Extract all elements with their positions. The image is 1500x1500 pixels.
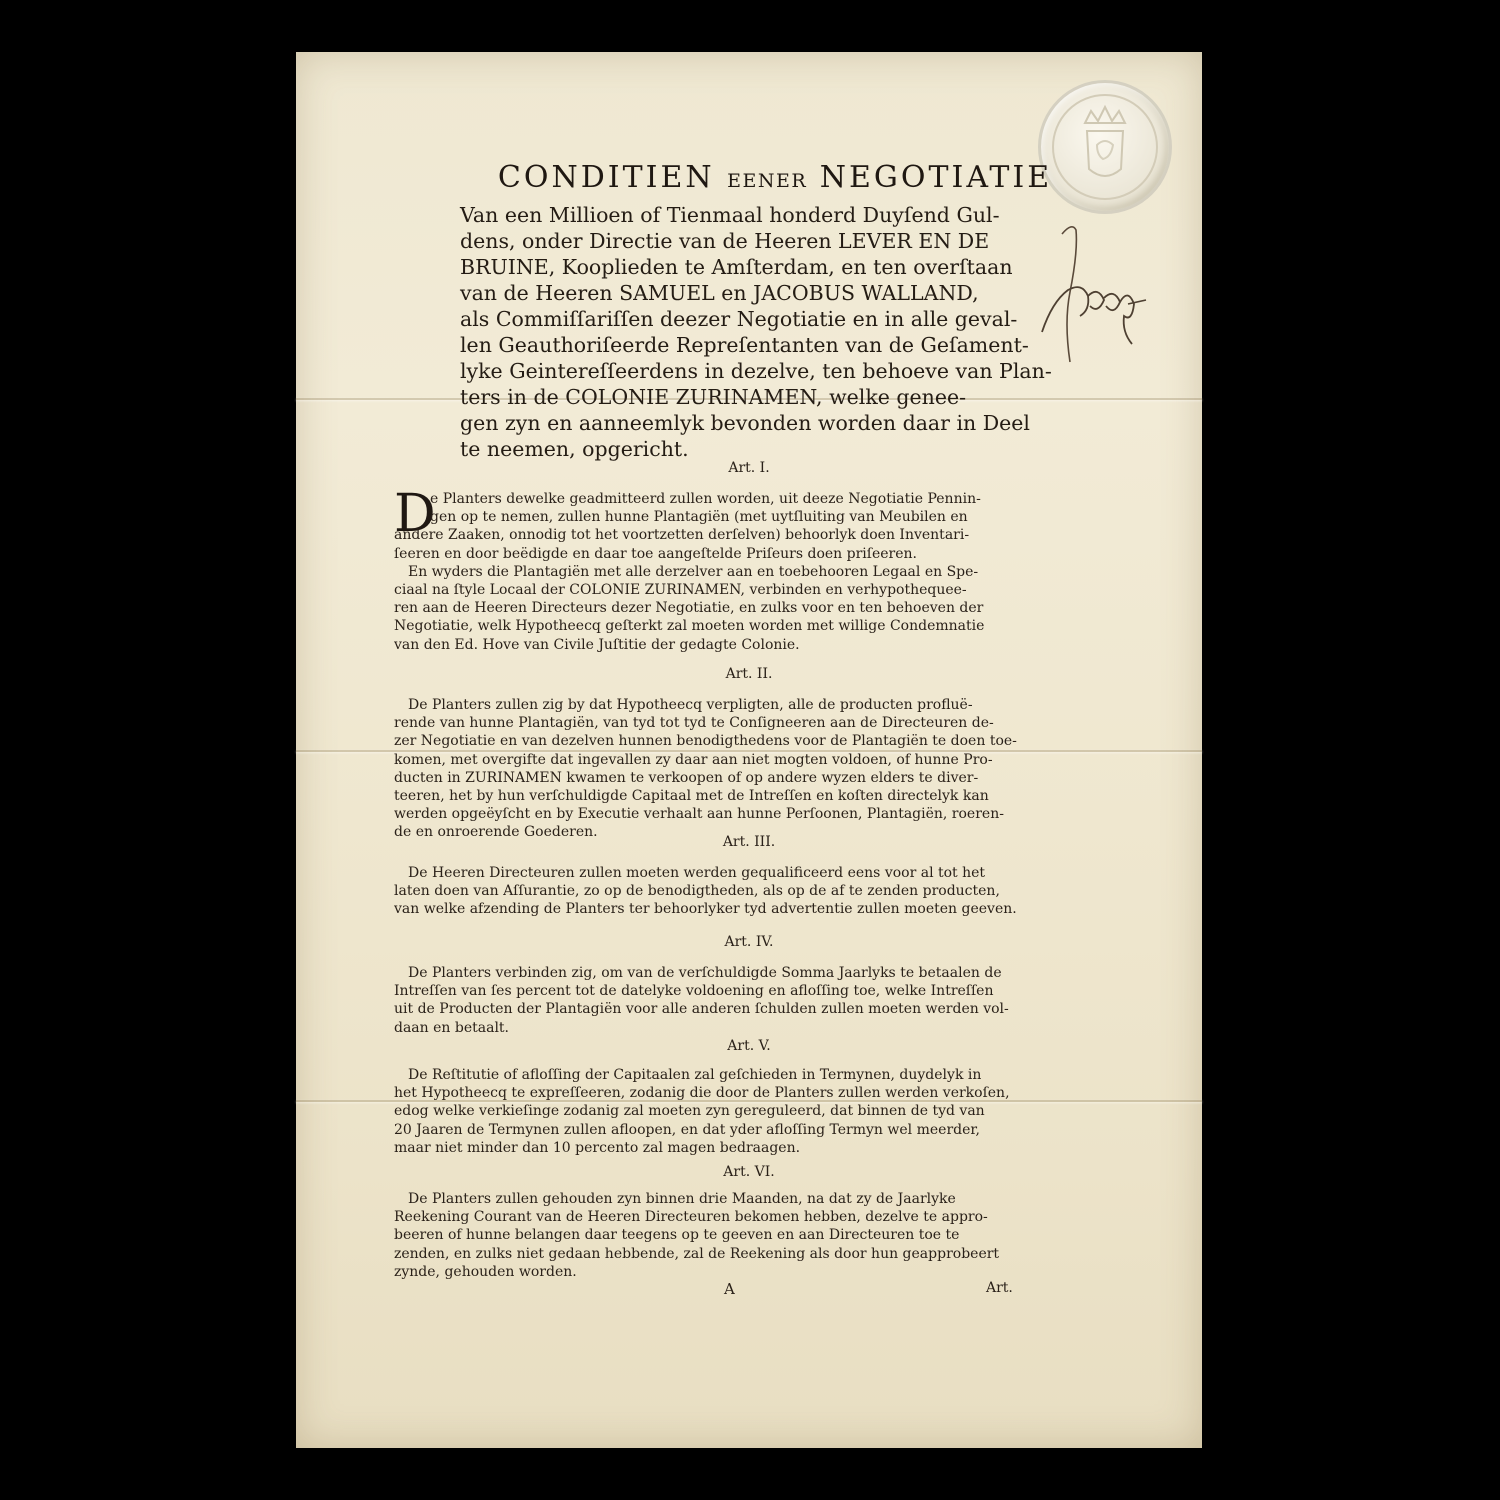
text-line: andere Zaaken, onnodig tot het voortzetten derſelven) behoorlyk doen Inventari-: [394, 527, 970, 544]
article-2-text: [394, 696, 1114, 842]
article-6-text: [394, 1190, 1114, 1281]
article-heading: Art. VI.: [723, 1164, 775, 1180]
text-line: De Planters verbinden zig, om van de verſchuldigde Somma Jaarlyks te betaalen de: [408, 965, 1002, 981]
text-line: Negotiatie, welk Hypotheecq geſterkt zal moeten worden met willige Condemnatie: [394, 618, 985, 635]
title-line: BRUINE, Kooplieden te Amſterdam, en ten overſtaan: [460, 255, 1013, 279]
text-line: de en onroerende Goederen.: [394, 824, 598, 841]
article-3-text: [394, 864, 1114, 919]
text-line: zenden, en zulks niet gedaan hebbende, zal de Reekening als door hun geapprobeert: [394, 1245, 1000, 1262]
title-line: dens, onder Directie van de Heeren LEVER EN DE: [460, 229, 990, 253]
title-word: NEGOTIATIE: [819, 160, 1053, 195]
text-line: van den Ed. Hove van Civile Juſtitie der gedagte Colonie.: [394, 636, 800, 653]
text-line: van welke afzending de Planters ter behoorlyker tyd advertentie zullen moeten geeven.: [394, 901, 1017, 918]
article-heading: Art. V.: [727, 1038, 771, 1054]
text-line: komen, met overgifte dat ingevallen zy daar aan niet mogten voldoen, of hunne Pro-: [394, 751, 993, 768]
text-line: En wyders die Plantagiën met alle derzelver aan en toebehooren Legaal en Spe-: [408, 563, 979, 580]
title-line: lyke Geintereſſeerdens in dezelve, ten behoeve van Plan-: [460, 359, 1052, 383]
text-line: De Planters zullen zig by dat Hypotheecq verpligten, alle de producten profluë-: [408, 697, 973, 713]
title-small-word: EENER: [727, 170, 808, 192]
article-heading: Art. I.: [728, 460, 770, 476]
text-line: ſeeren en door beëdigde en daar toe aangeſtelde Priſeurs doen priſeeren.: [394, 545, 917, 562]
article-heading: Art. III.: [722, 834, 776, 850]
title-word: CONDITIEN: [497, 160, 715, 195]
text-line: uit de Producten der Plantagiën voor alle anderen ſchulden zullen moeten werden vol-: [394, 1001, 1009, 1018]
text-line: e Planters dewelke geadmitteerd zullen worden, uit deeze Negotiatie Pennin-: [430, 491, 981, 507]
document-page: [296, 52, 1202, 1448]
text-line: Intreſſen van ſes percent tot de datelyke voldoening en afloſſing toe, welke Intreſſen: [394, 983, 994, 1000]
text-line: zynde, gehouden worden.: [394, 1263, 577, 1280]
title-line: len Geauthoriſeerde Repreſentanten van de Geſament-: [460, 333, 1029, 357]
signature-mark: A: [724, 1280, 735, 1298]
title-line: te neemen, opgericht.: [460, 437, 689, 461]
text-line: ciaal na ſtyle Locaal der COLONIE ZURINAMEN, verbinden en verhypothequee-: [394, 582, 967, 599]
text-line: daan en betaalt.: [394, 1019, 509, 1036]
text-line: werden opgeëyſcht en by Executie verhaalt aan hunne Perſoonen, Plantagiën, roeren-: [394, 806, 1004, 823]
text-line: De Planters zullen gehouden zyn binnen drie Maanden, na dat zy de Jaarlyke: [408, 1191, 956, 1207]
title-line: van de Heeren SAMUEL en JACOBUS WALLAND,: [460, 281, 979, 305]
text-line: ren aan de Heeren Directeurs dezer Negotiatie, en zulks voor en ten behoeven der: [394, 600, 984, 617]
text-line: beeren of hunne belangen daar teegens op te geeven en aan Directeuren toe te: [394, 1227, 960, 1244]
title-heading: [430, 160, 1120, 195]
catchword: Art.: [986, 1280, 1013, 1296]
text-line: het Hypotheecq te expreſſeeren, zodanig die door de Planters zullen werden verkoſen,: [394, 1085, 1010, 1102]
text-line: zer Negotiatie en van dezelven hunnen benodigthedens voor de Plantagiën te doen toe-: [394, 733, 1017, 750]
text-line: teeren, het by hun verſchuldigde Capitaal met de Intreſſen en koſten directelyk kan: [394, 788, 989, 805]
title-line: als Commiſſariſſen deezer Negotiatie en in alle geval-: [460, 307, 1018, 331]
drop-cap: D: [394, 484, 436, 544]
text-line: De Heeren Directeuren zullen moeten werden gequalificeerd eens voor al tot het: [408, 865, 986, 881]
article-heading: Art. IV.: [724, 934, 774, 950]
text-line: De Reſtitutie of afloſſing der Capitaalen zal geſchieden in Termynen, duydelyk in: [408, 1067, 982, 1083]
text-line: 20 Jaaren de Termynen zullen afloopen, en dat yder afloſſing Termyn wel meerder,: [394, 1121, 980, 1138]
title-line: Van een Millioen of Tienmaal honderd Duyſend Gul-: [460, 203, 1000, 227]
title-line: gen zyn en aanneemlyk bevonden worden daar in Deel: [460, 411, 1030, 435]
text-line: edog welke verkieſinge zodanig zal moeten zyn gereguleerd, dat binnen de tyd van: [394, 1103, 985, 1120]
text-line: ducten in ZURINAMEN kwamen te verkoopen of op andere wyzen elders te diver-: [394, 769, 979, 786]
text-line: gen op te nemen, zullen hunne Plantagiën (met uytſluiting van Meubilen en: [430, 509, 968, 526]
article-heading: Art. II.: [725, 666, 773, 682]
article-1-text: [394, 484, 1114, 654]
text-line: rende van hunne Plantagiën, van tyd tot tyd te Conſigneeren aan de Directeuren de-: [394, 715, 994, 732]
text-line: maar niet minder dan 10 percento zal magen bedraagen.: [394, 1139, 801, 1156]
article-5-text: [394, 1066, 1114, 1157]
title-line: ters in de COLONIE ZURINAMEN, welke genee-: [460, 385, 967, 409]
article-4-text: [394, 964, 1114, 1037]
text-line: laten doen van Aſſurantie, zo op de benodigtheden, als op de af te zenden producten,: [394, 883, 1000, 900]
text-line: Reekening Courant van de Heeren Directeuren bekomen hebben, dezelve te appro-: [394, 1209, 988, 1226]
